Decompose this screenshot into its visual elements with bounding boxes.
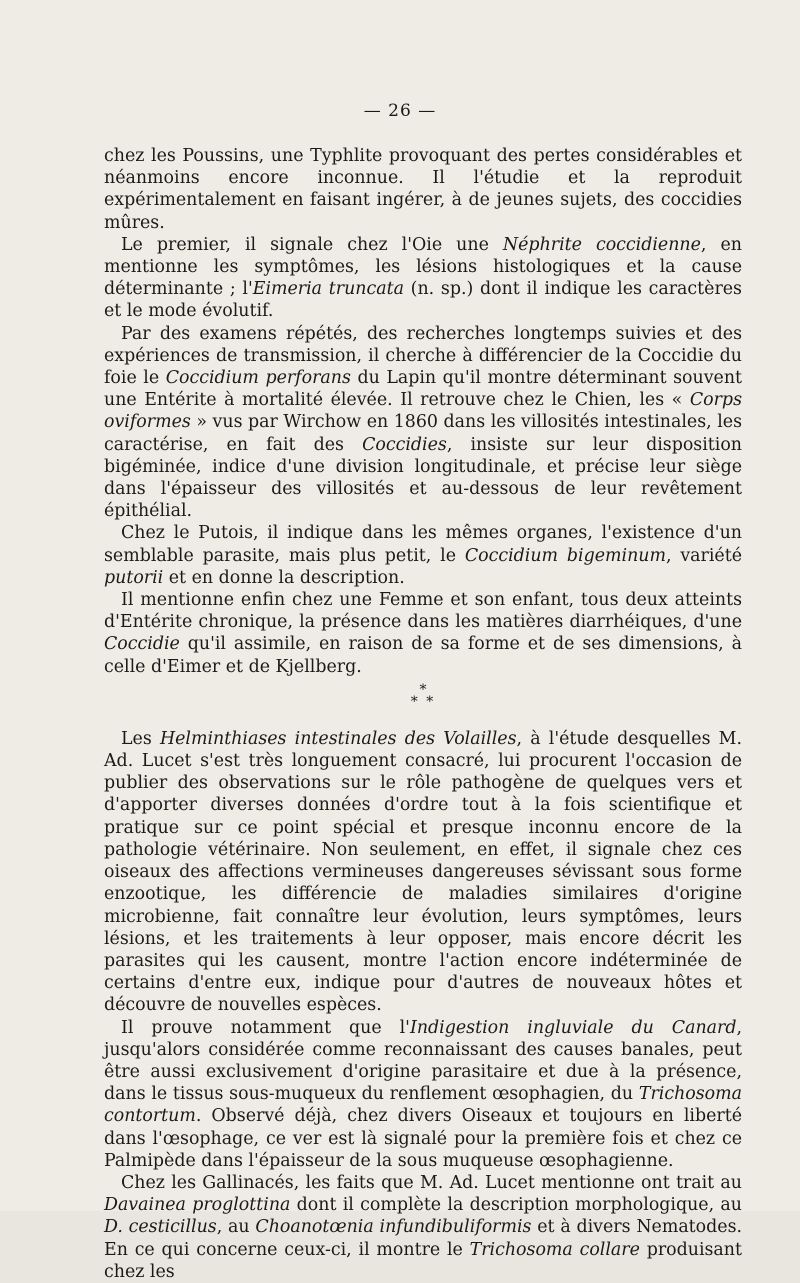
- text-run: qu'il assimile, en raison de sa forme et de ses dimensions, à celle d'Eimer et de Kjellberg.: [104, 634, 742, 677]
- asterism-separator: [104, 681, 742, 724]
- paragraph: [104, 1017, 742, 1172]
- text-run: , en mentionne les symptômes, les lésions histologiques et la cause déterminante ; l': [104, 234, 742, 300]
- italic-term: Helminthiases intestinales des Volailles: [159, 728, 517, 749]
- text-run: et en donne la description.: [163, 567, 405, 588]
- paragraph: [104, 1172, 742, 1283]
- asterism-top: *: [419, 681, 427, 698]
- body-text: [104, 145, 742, 1283]
- text-run: produisant chez les: [104, 1239, 742, 1282]
- text-run: , jusqu'alors considérée comme reconnaissant des causes banales, peut être aussi exclusivement d'origine parasitaire et due à la présence, dans le tissus sous-muqueux du renflement œsophagien, du: [104, 1017, 742, 1105]
- section-coccidia: [104, 145, 742, 678]
- italic-term: Coccidies: [362, 434, 447, 455]
- text-run: , à l'étude desquelles M. Ad. Lucet s'est très longuement consacré, lui procurent l'occasion de publier des observations sur le rôle pathogène de quelques vers et d'apporter diverses données d'ordre tout à la fois scientifique et pratique sur ce point spécial et presque inconnu encore de la pathologie vétérinaire. Non seulement, en effet, il signale chez ces oiseaux des affections vermineuses dangereuses sévissant sous forme enzootique, les différencie de maladies similaires d'origine microbienne, fait connaître leur évolution, leurs symptômes, leurs lésions, et les traitements à leur opposer, mais encore décrit les parasites qui les causent, montre l'action encore indéterminée de certains d'entre eux, indique pour d'autres de nouveaux hôtes et découvre de nouvelles espèces.: [104, 728, 743, 1016]
- text-run: Les: [121, 728, 160, 749]
- italic-term: Coccidium bigeminum: [464, 545, 666, 566]
- paragraph: [104, 728, 742, 1017]
- asterism-bottom: * *: [410, 693, 436, 710]
- italic-term: Coccidium perforans: [165, 368, 351, 389]
- text-run: » vus par Wirchow en 1860 dans les villosités intestinales, les caractérise, en fait des: [104, 412, 742, 455]
- paragraph: [104, 145, 742, 234]
- text-run: (n. sp.) dont il indique les caractères et le mode évolutif.: [104, 279, 742, 322]
- text-run: Chez les Gallinacés, les faits que M. Ad. Lucet mentionne ont trait au: [121, 1172, 742, 1193]
- italic-term: Trichosoma contortum: [104, 1084, 742, 1127]
- italic-term: putorii: [104, 567, 164, 588]
- italic-term: Corps oviformes: [104, 390, 742, 433]
- italic-term: Trichosoma collare: [469, 1239, 640, 1260]
- text-run: , au: [216, 1217, 256, 1238]
- text-run: Il mentionne enfin chez une Femme et son enfant, tous deux atteints d'Entérite chronique, la présence dans les matières diarrhéiques, d'une: [104, 590, 742, 633]
- paragraph: [104, 589, 742, 678]
- italic-term: Néphrite coccidienne: [502, 234, 701, 255]
- text-run: chez les Poussins, une Typhlite provoquant des pertes considérables et néanmoins encore inconnue. Il l'étudie et la reproduit expérimentalement en faisant ingérer, à de jeunes sujets, des coccidies mûres.: [104, 146, 742, 233]
- page-number: — 26 —: [363, 101, 437, 121]
- italic-term: Coccidie: [104, 634, 180, 655]
- italic-term: Indigestion ingluviale du Canard: [409, 1017, 737, 1038]
- paragraph: [104, 234, 742, 323]
- text-run: , insiste sur leur disposition bigéminée, indice d'une division longitudinale, et précise leur siège dans l'épaisseur des villosités et au-dessous de leur revêtement épithélial.: [104, 434, 742, 522]
- text-run: du Lapin qu'il montre déterminant souvent une Entérite à mortalité élevée. Il retrouve chez le Chien, les «: [104, 368, 743, 411]
- text-run: Il prouve notamment que l': [121, 1017, 410, 1038]
- text-run: et à divers Nematodes. En ce qui concerne ceux-ci, il montre le: [104, 1217, 743, 1260]
- text-run: Le premier, il signale chez l'Oie une: [121, 234, 503, 255]
- text-run: Chez le Putois, il indique dans les mêmes organes, l'existence d'un semblable parasite, mais plus petit, le: [104, 523, 742, 566]
- text-run: Par des examens répétés, des recherches longtemps suivies et des expériences de transmission, il cherche à différencier de la Coccidie du foie le: [104, 323, 742, 389]
- text-run: . Observé déjà, chez divers Oiseaux et toujours en liberté dans l'œsophage, ce ver est là signalé pour la première fois et chez ce Palmipède dans l'épaisseur de la sous muqueuse œsophagienne.: [104, 1106, 742, 1171]
- italic-term: D. cesticillus: [104, 1217, 217, 1238]
- paragraph: [104, 323, 742, 523]
- italic-term: Choanotœnia infundibuliformis: [255, 1217, 532, 1238]
- italic-term: Davainea proglottina: [104, 1195, 291, 1216]
- text-run: dont il complète la description morphologique, au: [290, 1195, 742, 1216]
- paragraph: [104, 522, 742, 589]
- italic-term: Eimeria truncata: [252, 279, 404, 300]
- section-helminthiases: [104, 728, 742, 1283]
- text-run: , variété: [665, 545, 742, 566]
